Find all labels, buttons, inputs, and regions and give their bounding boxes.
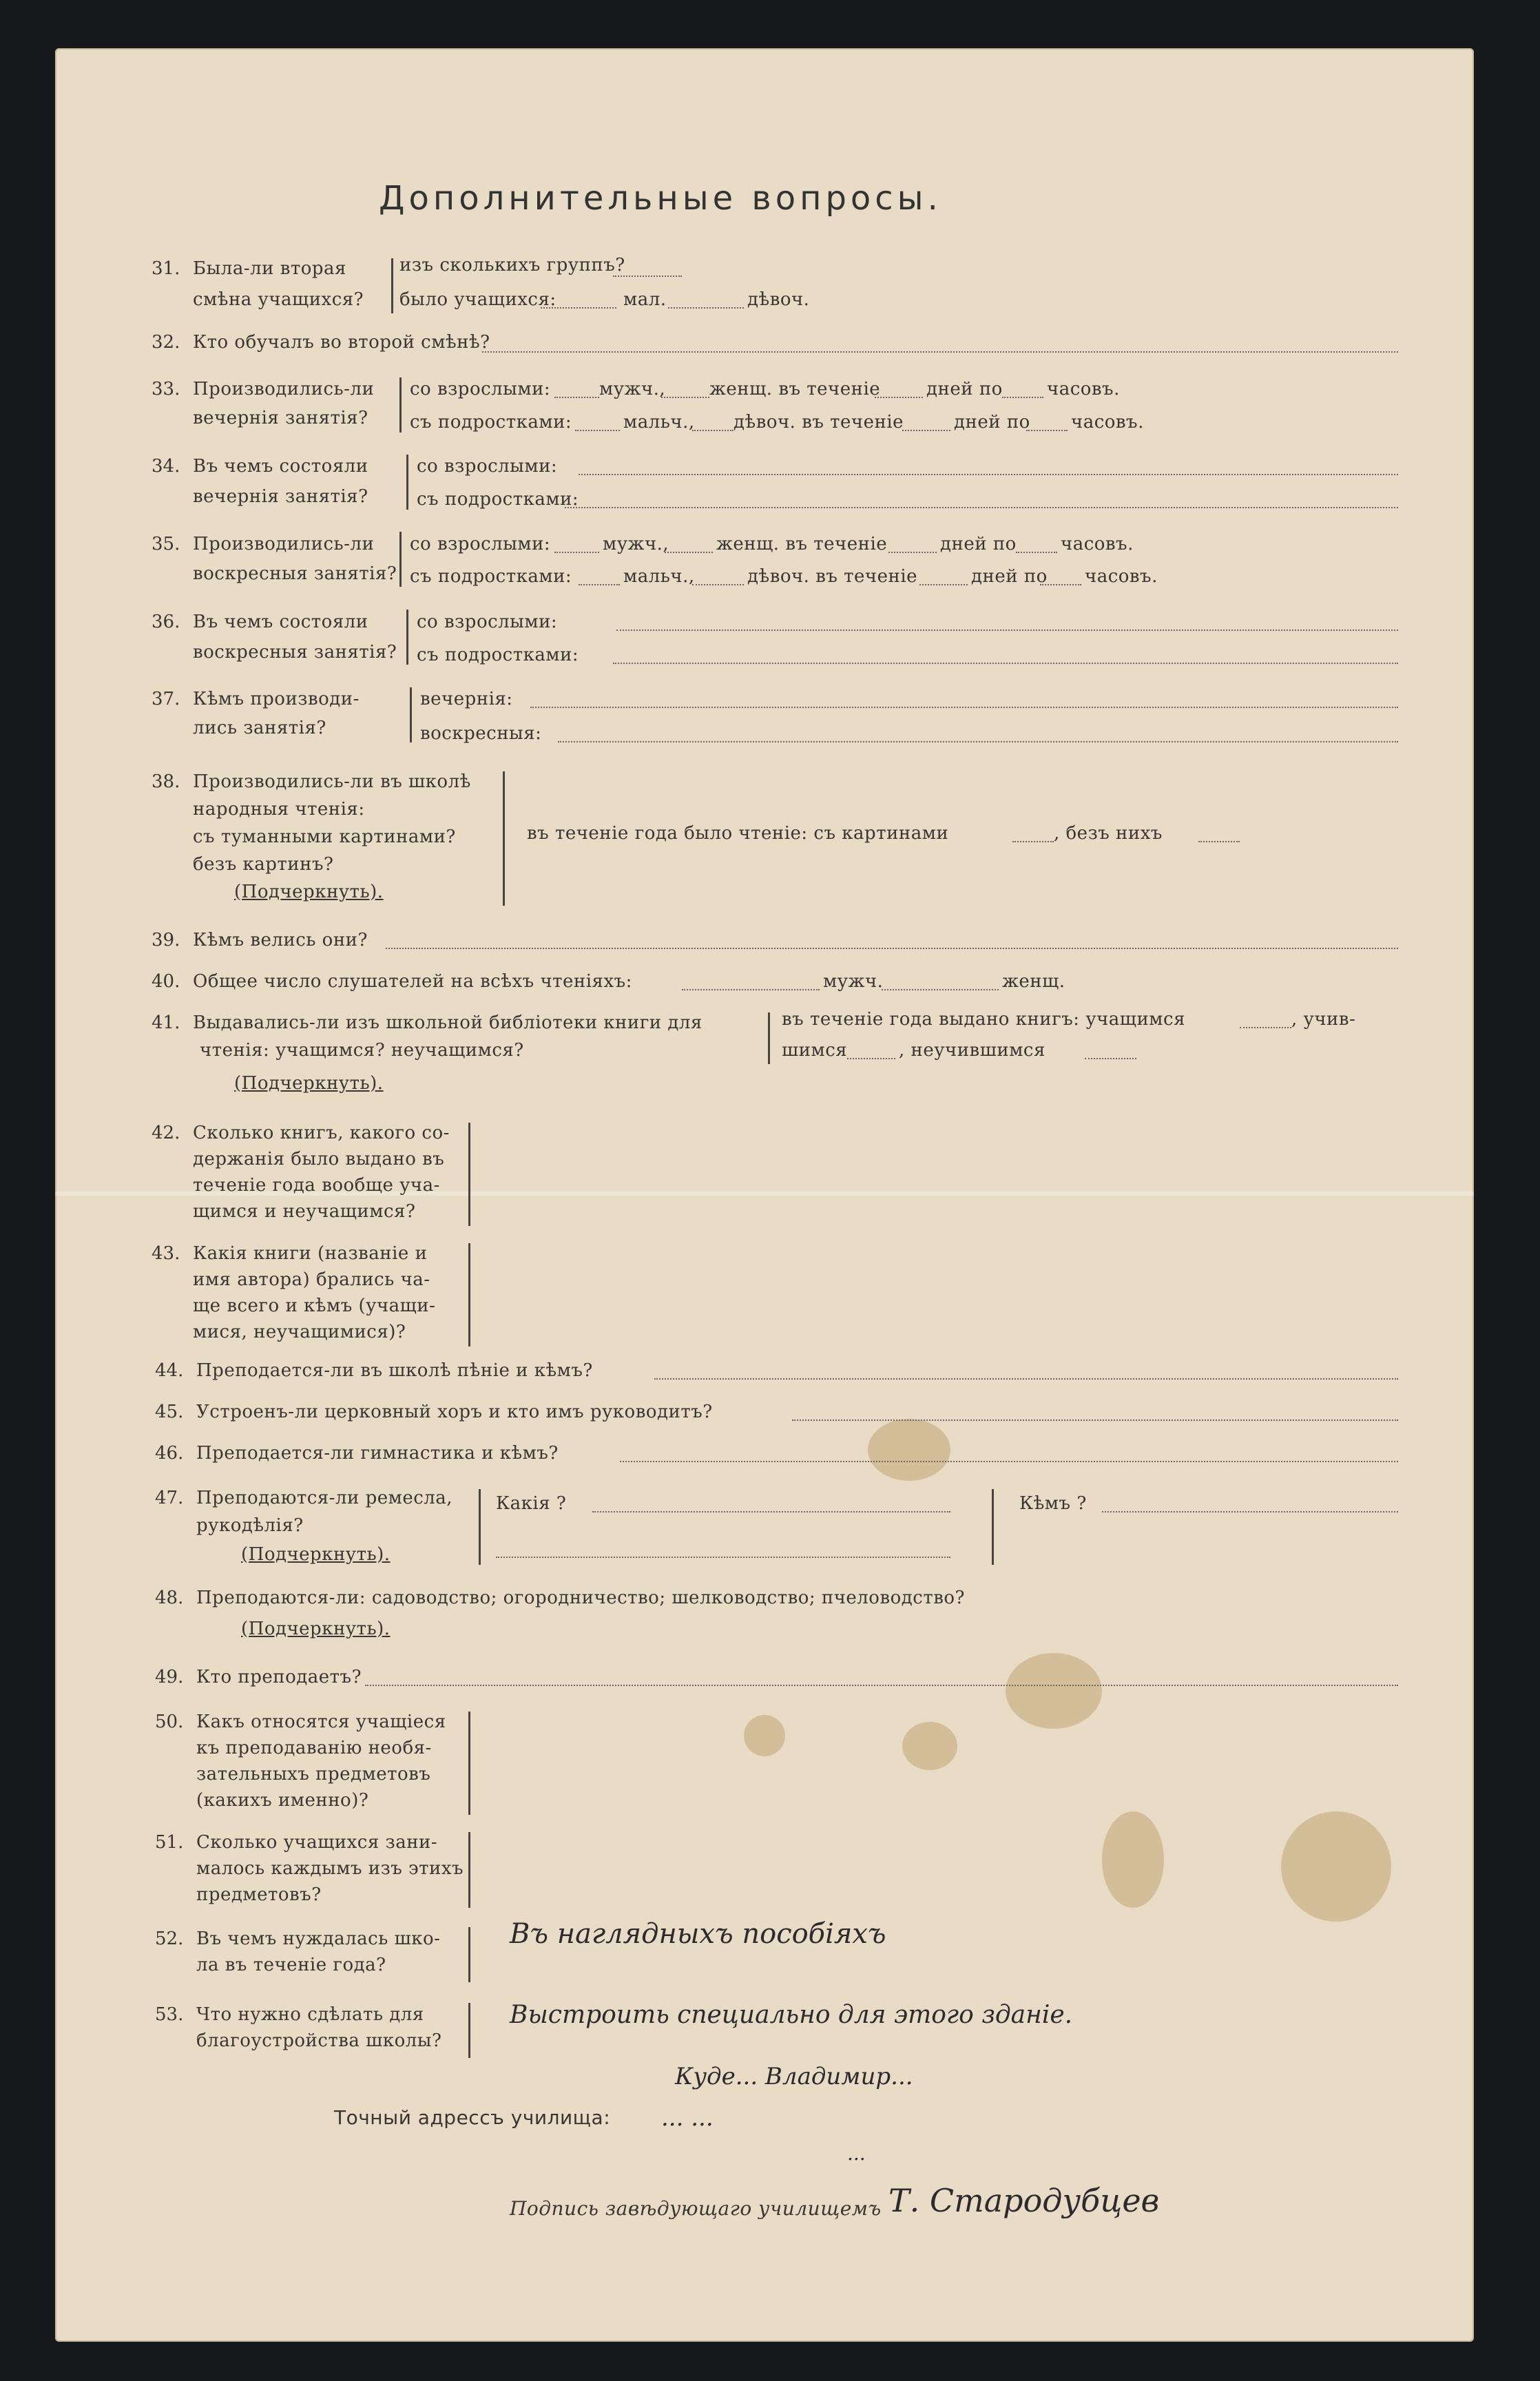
q47-label-1: Преподаются-ли ремесла, bbox=[196, 1488, 453, 1508]
q41-right-2: шимся bbox=[782, 1040, 848, 1061]
q43-label-4: мися, неучащимися)? bbox=[193, 1322, 406, 1342]
q34-label-1: Въ чемъ состояли bbox=[193, 456, 368, 477]
fill-line bbox=[668, 307, 744, 309]
brace bbox=[410, 687, 412, 742]
q38-label-5: (Подчеркнуть). bbox=[234, 882, 384, 902]
brace bbox=[468, 1243, 470, 1347]
q50-label-1: Какъ относятся учащіеся bbox=[196, 1712, 446, 1732]
q31-right-2b: мал. bbox=[623, 289, 667, 310]
fill-line bbox=[613, 663, 1398, 664]
brace bbox=[768, 1012, 770, 1064]
q43-number: 43. bbox=[152, 1243, 180, 1264]
q35-number: 35. bbox=[152, 534, 180, 554]
q34-right-1: со взрослыми: bbox=[417, 456, 558, 477]
q33-right-2c: дѣвоч. въ теченіе bbox=[733, 412, 904, 433]
fill-line bbox=[1085, 1058, 1136, 1059]
q33-right-2d: дней по bbox=[954, 412, 1030, 433]
q32-number: 32. bbox=[152, 332, 180, 353]
fill-line bbox=[661, 397, 709, 398]
q51-label-3: предметовъ? bbox=[196, 1884, 322, 1905]
fill-line bbox=[665, 552, 713, 553]
q34-right-2: съ подростками: bbox=[417, 489, 579, 510]
q37-right-2: воскресныя: bbox=[420, 723, 542, 744]
q47-label-2: рукодѣлія? bbox=[196, 1515, 304, 1536]
q31-right-2c: дѣвоч. bbox=[747, 289, 810, 310]
q31-label-2: смѣна учащихся? bbox=[193, 289, 364, 310]
q38-right-1b: , безъ нихъ bbox=[1054, 823, 1163, 844]
brace bbox=[406, 610, 408, 665]
water-stain bbox=[1006, 1653, 1102, 1729]
q31-number: 31. bbox=[152, 258, 180, 279]
q38-right-1: въ теченіе года было чтеніе: съ картинами bbox=[527, 823, 949, 844]
brace bbox=[468, 1712, 470, 1815]
fill-line bbox=[579, 584, 620, 585]
q40-women: женщ. bbox=[1002, 971, 1065, 992]
q44-label: Преподается-ли въ школѣ пѣніе и кѣмъ? bbox=[196, 1360, 593, 1381]
fill-line bbox=[496, 1557, 950, 1558]
q35-right-2e: часовъ. bbox=[1085, 566, 1158, 587]
q39-number: 39. bbox=[152, 930, 180, 950]
q50-label-3: зательныхъ предметовъ bbox=[196, 1764, 431, 1785]
q49-number: 49. bbox=[155, 1667, 184, 1687]
address-handwritten-1: Куде... Владимир... bbox=[675, 2063, 913, 2090]
q50-number: 50. bbox=[155, 1712, 184, 1732]
fill-line bbox=[1040, 584, 1081, 585]
fill-line bbox=[592, 1511, 950, 1512]
q33-right-2e: часовъ. bbox=[1071, 412, 1144, 433]
fill-line bbox=[1012, 841, 1054, 842]
fill-line bbox=[902, 430, 950, 431]
q33-right-1d: дней по bbox=[926, 379, 1003, 399]
fill-line bbox=[847, 1058, 895, 1059]
q37-right-1: вечернія: bbox=[420, 689, 513, 709]
q49-label: Кто преподаетъ? bbox=[196, 1667, 362, 1687]
signature-label: Подпись завѣдующаго училищемъ bbox=[510, 2197, 882, 2220]
signature-handwritten: Т. Стародубцев bbox=[888, 2182, 1160, 2219]
q40-label: Общее число слушателей на всѣхъ чтеніяхъ: bbox=[193, 971, 632, 992]
fill-line bbox=[1026, 430, 1068, 431]
q35-right-1d: дней по bbox=[940, 534, 1017, 554]
q53-label-2: благоустройства школы? bbox=[196, 2030, 442, 2051]
q45-number: 45. bbox=[155, 1402, 184, 1422]
q42-label-2: держанія было выдано въ bbox=[193, 1149, 445, 1169]
fill-line bbox=[875, 397, 923, 398]
document-sheet bbox=[55, 48, 1474, 2342]
fill-line bbox=[575, 430, 620, 431]
brace bbox=[399, 377, 402, 433]
q52-number: 52. bbox=[155, 1928, 184, 1949]
q38-label-1: Производились-ли въ школѣ bbox=[193, 771, 471, 792]
q38-label-3: съ туманными картинами? bbox=[193, 826, 456, 847]
brace bbox=[406, 455, 408, 510]
fill-line bbox=[682, 989, 820, 990]
q42-label-4: щимся и неучащимся? bbox=[193, 1201, 416, 1222]
q46-label: Преподается-ли гимнастика и кѣмъ? bbox=[196, 1443, 559, 1464]
q38-label-2: народныя чтенія: bbox=[193, 799, 365, 820]
q43-label-2: имя автора) брались ча- bbox=[193, 1269, 430, 1290]
fill-line bbox=[579, 474, 1398, 475]
q36-number: 36. bbox=[152, 612, 180, 632]
q35-right-2b: мальч., bbox=[623, 566, 695, 587]
fill-line bbox=[654, 1378, 1398, 1380]
fill-line bbox=[613, 275, 682, 277]
q35-right-1: со взрослыми: bbox=[410, 534, 551, 554]
q37-label-1: Кѣмъ производи- bbox=[193, 689, 360, 709]
fill-line bbox=[386, 948, 1398, 949]
fill-line bbox=[482, 351, 1398, 353]
q36-label-2: воскресныя занятія? bbox=[193, 642, 397, 663]
q38-number: 38. bbox=[152, 771, 180, 792]
q33-number: 33. bbox=[152, 379, 180, 399]
address-label: Точный адрессъ училища: bbox=[334, 2106, 611, 2129]
water-stain bbox=[744, 1715, 785, 1756]
fill-line bbox=[792, 1420, 1398, 1421]
q41-right-1b: , учив- bbox=[1291, 1009, 1356, 1030]
q42-label-1: Сколько книгъ, какого со- bbox=[193, 1123, 450, 1143]
water-stain bbox=[902, 1722, 957, 1770]
q53-number: 53. bbox=[155, 2004, 184, 2025]
brace bbox=[992, 1489, 994, 1565]
q40-number: 40. bbox=[152, 971, 180, 992]
fill-line bbox=[558, 741, 1398, 742]
fill-line bbox=[1002, 397, 1043, 398]
fill-line bbox=[541, 307, 616, 309]
address-handwritten-3: ... bbox=[847, 2142, 866, 2165]
q35-label-1: Производились-ли bbox=[193, 534, 375, 554]
fill-line bbox=[554, 397, 599, 398]
q37-number: 37. bbox=[152, 689, 180, 709]
q36-label-1: Въ чемъ состояли bbox=[193, 612, 368, 632]
q51-label-1: Сколько учащихся зани- bbox=[196, 1832, 438, 1853]
fill-line bbox=[1240, 1027, 1291, 1028]
q53-handwritten-answer: Выстроить специально для этого зданіе. bbox=[510, 2001, 1073, 2029]
fill-line bbox=[616, 630, 1398, 631]
q33-right-1e: часовъ. bbox=[1047, 379, 1120, 399]
q51-number: 51. bbox=[155, 1832, 184, 1853]
water-stain bbox=[1281, 1811, 1391, 1922]
brace bbox=[468, 2003, 470, 2058]
q33-right-2: съ подростками: bbox=[410, 412, 572, 433]
address-handwritten-2: ... ... bbox=[661, 2104, 714, 2132]
q43-label-3: ще всего и кѣмъ (учащи- bbox=[193, 1296, 436, 1316]
q48-number: 48. bbox=[155, 1588, 184, 1608]
fill-line bbox=[692, 584, 744, 585]
q50-label-4: (какихъ именно)? bbox=[196, 1790, 369, 1811]
q31-label-1: Была-ли вторая bbox=[193, 258, 346, 279]
brace bbox=[399, 532, 402, 587]
q41-number: 41. bbox=[152, 1012, 180, 1033]
q41-right-1: въ теченіе года выдано книгъ: учащимся bbox=[782, 1009, 1185, 1030]
q48-label-1: Преподаются-ли: садоводство; огородничество; шелководство; пчеловодство? bbox=[196, 1588, 965, 1608]
q40-men: мужч. bbox=[823, 971, 884, 992]
q46-number: 46. bbox=[155, 1443, 184, 1464]
q35-right-1e: часовъ. bbox=[1061, 534, 1134, 554]
q34-label-2: вечернія занятія? bbox=[193, 486, 368, 507]
q52-label-1: Въ чемъ нуждалась шко- bbox=[196, 1928, 441, 1949]
water-stain bbox=[868, 1419, 950, 1481]
q35-label-2: воскресныя занятія? bbox=[193, 563, 397, 584]
q50-label-2: къ преподаванію необя- bbox=[196, 1738, 432, 1758]
q36-right-1: со взрослыми: bbox=[417, 612, 558, 632]
q39-label: Кѣмъ велись они? bbox=[193, 930, 368, 950]
q52-label-2: ла въ теченіе года? bbox=[196, 1955, 386, 1975]
q47-kakiya: Какія ? bbox=[496, 1493, 567, 1514]
fill-line bbox=[692, 430, 733, 431]
brace bbox=[468, 1832, 470, 1908]
fill-line bbox=[882, 989, 999, 990]
q43-label-1: Какія книги (названіе и bbox=[193, 1243, 428, 1264]
q32-label: Кто обучалъ во второй смѣнѣ? bbox=[193, 332, 490, 353]
brace bbox=[468, 1927, 470, 1982]
q33-label-1: Производились-ли bbox=[193, 379, 375, 399]
q33-right-2b: мальч., bbox=[623, 412, 695, 433]
q33-right-1: со взрослыми: bbox=[410, 379, 551, 399]
fill-line bbox=[1198, 841, 1240, 842]
brace bbox=[479, 1489, 481, 1565]
q35-right-2d: дней по bbox=[971, 566, 1048, 587]
q36-right-2: съ подростками: bbox=[417, 645, 579, 665]
q47-label-3: (Подчеркнуть). bbox=[241, 1544, 391, 1565]
q47-number: 47. bbox=[155, 1488, 184, 1508]
q44-number: 44. bbox=[155, 1360, 184, 1381]
q34-number: 34. bbox=[152, 456, 180, 477]
q42-label-3: теченіе года вообще уча- bbox=[193, 1175, 440, 1196]
fill-line bbox=[1016, 552, 1057, 553]
fill-line bbox=[565, 507, 1398, 508]
q38-label-4: безъ картинъ? bbox=[193, 854, 334, 875]
q42-number: 42. bbox=[152, 1123, 180, 1143]
fill-line bbox=[620, 1461, 1398, 1462]
q41-label-2: чтенія: учащимся? неучащимся? bbox=[200, 1040, 524, 1061]
q35-right-1b: мужч., bbox=[603, 534, 669, 554]
q45-label: Устроенъ-ли церковный хоръ и кто имъ руководитъ? bbox=[196, 1402, 713, 1422]
brace bbox=[391, 258, 393, 313]
q31-right-1: изъ сколькихъ группъ? bbox=[399, 255, 625, 275]
q37-label-2: лись занятія? bbox=[193, 718, 326, 738]
q47-kem: Кѣмъ ? bbox=[1019, 1493, 1087, 1514]
q41-label-3: (Подчеркнуть). bbox=[234, 1073, 384, 1094]
fill-line bbox=[554, 552, 599, 553]
brace bbox=[503, 771, 505, 906]
q33-right-1b: мужч., bbox=[599, 379, 666, 399]
q35-right-1c: женщ. въ теченіе bbox=[716, 534, 888, 554]
fill-line bbox=[888, 552, 937, 553]
fill-line bbox=[530, 707, 1398, 708]
q52-handwritten-answer: Въ наглядныхъ пособіяхъ bbox=[510, 1918, 886, 1950]
water-stain bbox=[1102, 1811, 1164, 1908]
q51-label-2: малось каждымъ изъ этихъ bbox=[196, 1858, 464, 1879]
fill-line bbox=[365, 1685, 1398, 1686]
q41-right-2b: , неучившимся bbox=[899, 1040, 1045, 1061]
q35-right-2: съ подростками: bbox=[410, 566, 572, 587]
q35-right-2c: дѣвоч. въ теченіе bbox=[747, 566, 918, 587]
q53-label-1: Что нужно сдѣлать для bbox=[196, 2004, 424, 2025]
q33-label-2: вечернія занятія? bbox=[193, 408, 368, 428]
fill-line bbox=[1102, 1511, 1398, 1512]
q48-label-2: (Подчеркнуть). bbox=[241, 1619, 391, 1639]
fill-line bbox=[919, 584, 968, 585]
q31-right-2: было учащихся: bbox=[399, 289, 556, 310]
page-title: Дополнительные вопросы. bbox=[379, 179, 942, 218]
brace bbox=[468, 1123, 470, 1226]
q41-label-1: Выдавались-ли изъ школьной библіотеки книги для bbox=[193, 1012, 703, 1033]
q33-right-1c: женщ. въ теченіе bbox=[709, 379, 881, 399]
